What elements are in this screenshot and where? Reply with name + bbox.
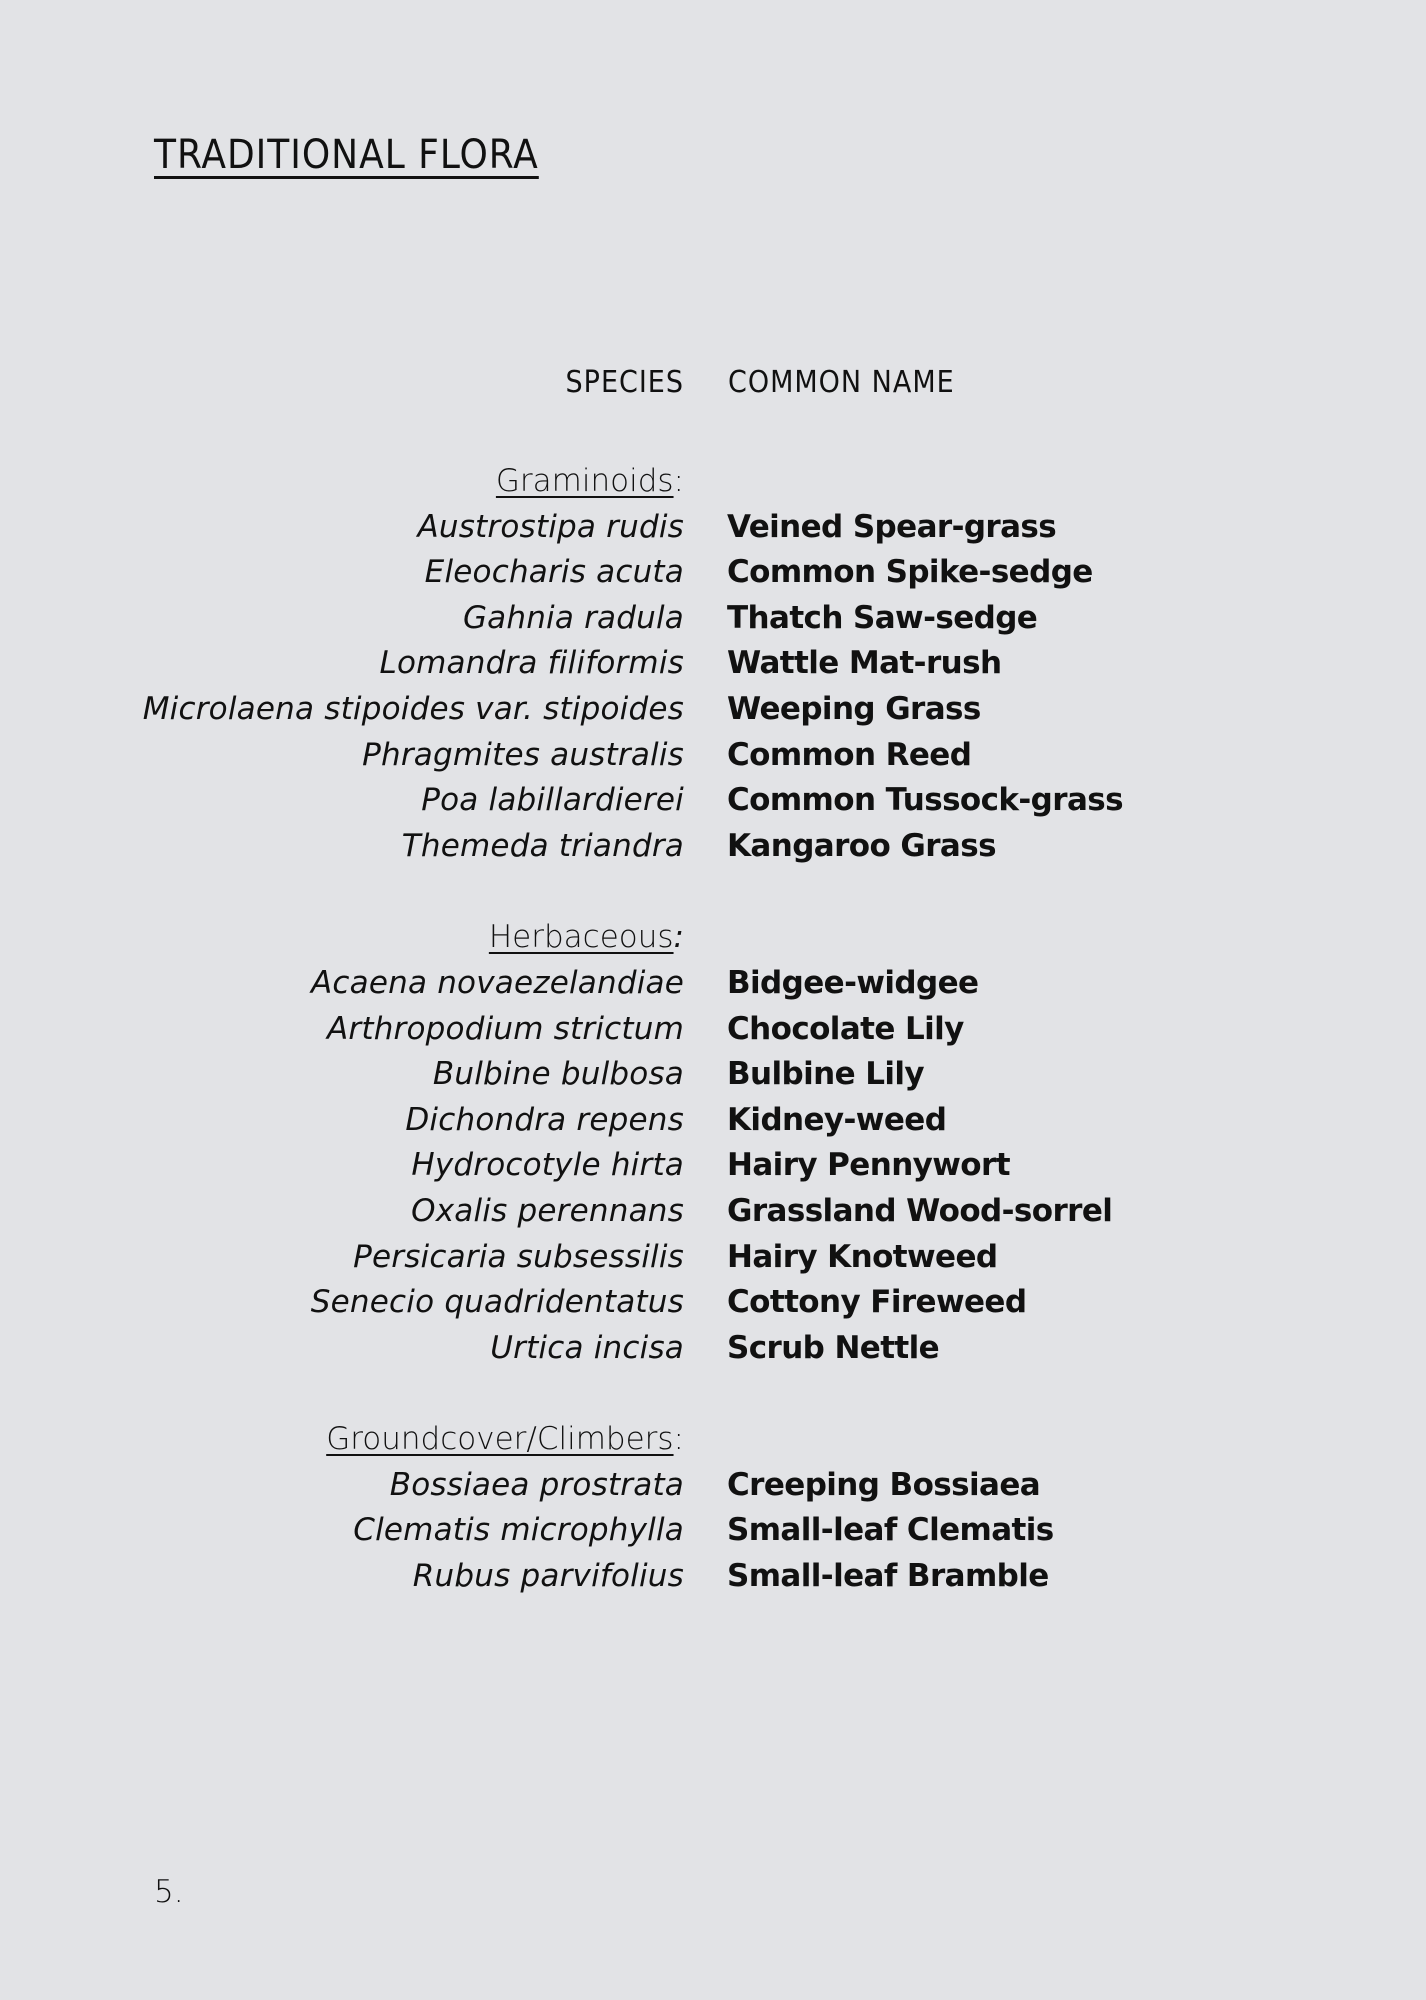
- common-name: Bulbine Lily: [727, 1056, 925, 1093]
- species-name: Poa labillardierei: [421, 782, 684, 819]
- group-header-row: [0, 915, 1426, 961]
- group-spacer: [0, 1371, 1426, 1417]
- flora-table: [0, 459, 1426, 1600]
- species-name: Lomandra filiformis: [379, 645, 684, 682]
- table-row: [0, 778, 1426, 824]
- table-row: [0, 1235, 1426, 1281]
- common-name: Kidney-weed: [727, 1101, 947, 1138]
- common-name: Small-leaf Bramble: [727, 1558, 1049, 1595]
- table-row: [0, 687, 1426, 733]
- species-name: Urtica incisa: [490, 1329, 684, 1366]
- common-name-column-header: COMMON NAME: [728, 365, 955, 400]
- table-row: [0, 550, 1426, 596]
- species-name: Microlaena stipoides var. stipoides: [142, 690, 684, 727]
- species-name: Rubus parvifolius: [412, 1558, 684, 1595]
- common-name: Wattle Mat-rush: [727, 645, 1002, 682]
- common-name: Thatch Saw-sedge: [727, 599, 1038, 636]
- species-name: Gahnia radula: [462, 599, 684, 636]
- common-name: Creeping Bossiaea: [727, 1466, 1041, 1503]
- table-row: [0, 1098, 1426, 1144]
- common-name: Kangaroo Grass: [727, 827, 996, 864]
- group-header-row: [0, 1417, 1426, 1463]
- group-spacer: [0, 869, 1426, 915]
- common-name: Common Spike-sedge: [727, 554, 1093, 591]
- species-name: Arthropodium strictum: [326, 1010, 684, 1047]
- table-row: [0, 1189, 1426, 1235]
- group-header-row: [0, 459, 1426, 505]
- common-name: Chocolate Lily: [727, 1010, 964, 1047]
- species-name: Bossiaea prostrata: [389, 1466, 684, 1503]
- group-label: [496, 459, 684, 504]
- table-row: [0, 1326, 1426, 1372]
- group-label-colon: :: [673, 463, 684, 499]
- group-label-text: Graminoids: [495, 463, 674, 499]
- common-name: Common Tussock-grass: [727, 782, 1123, 819]
- common-name: Cottony Fireweed: [727, 1284, 1027, 1321]
- common-name: Veined Spear-grass: [727, 508, 1057, 545]
- table-row: [0, 641, 1426, 687]
- species-name: Bulbine bulbosa: [432, 1056, 684, 1093]
- group-label: [326, 1417, 684, 1462]
- page-number: 5.: [154, 1874, 184, 1910]
- table-row: [0, 505, 1426, 551]
- table-row: [0, 1052, 1426, 1098]
- species-name: Eleocharis acuta: [424, 554, 684, 591]
- species-name: Oxalis perennans: [411, 1192, 684, 1229]
- common-name: Weeping Grass: [727, 690, 981, 727]
- table-row: [0, 1554, 1426, 1600]
- species-name: Austrostipa rudis: [417, 508, 684, 545]
- common-name: Hairy Pennywort: [727, 1147, 1010, 1184]
- table-row: [0, 596, 1426, 642]
- table-row: [0, 1280, 1426, 1326]
- common-name: Common Reed: [727, 736, 972, 773]
- group-label-colon: :: [673, 1421, 684, 1458]
- species-name: Clematis microphylla: [353, 1512, 684, 1549]
- species-name: Hydrocotyle hirta: [411, 1147, 684, 1184]
- group-label-text: Herbaceous: [488, 919, 674, 956]
- species-name: Acaena novaezelandiae: [310, 964, 684, 1001]
- species-name: Senecio quadridentatus: [310, 1284, 684, 1321]
- table-row: [0, 824, 1426, 870]
- species-column-header: SPECIES: [565, 365, 684, 400]
- common-name: Scrub Nettle: [727, 1329, 940, 1366]
- group-label-colon: :: [673, 919, 684, 956]
- common-name: Bidgee-widgee: [727, 964, 979, 1001]
- table-row: [0, 733, 1426, 779]
- group-label-text: Groundcover/Climbers: [326, 1421, 674, 1458]
- species-name: Themeda triandra: [401, 827, 684, 864]
- table-row: [0, 961, 1426, 1007]
- table-row: [0, 1143, 1426, 1189]
- table-row: [0, 1463, 1426, 1509]
- page-title: TRADITIONAL FLORA: [154, 132, 539, 178]
- common-name: Hairy Knotweed: [727, 1238, 998, 1275]
- group-label: [489, 915, 684, 960]
- species-name: Dichondra repens: [405, 1101, 684, 1138]
- table-row: [0, 1508, 1426, 1554]
- species-name: Phragmites australis: [362, 736, 684, 773]
- common-name: Small-leaf Clematis: [727, 1512, 1054, 1549]
- common-name: Grassland Wood-sorrel: [727, 1192, 1113, 1229]
- table-row: [0, 1007, 1426, 1053]
- species-name: Persicaria subsessilis: [353, 1238, 684, 1275]
